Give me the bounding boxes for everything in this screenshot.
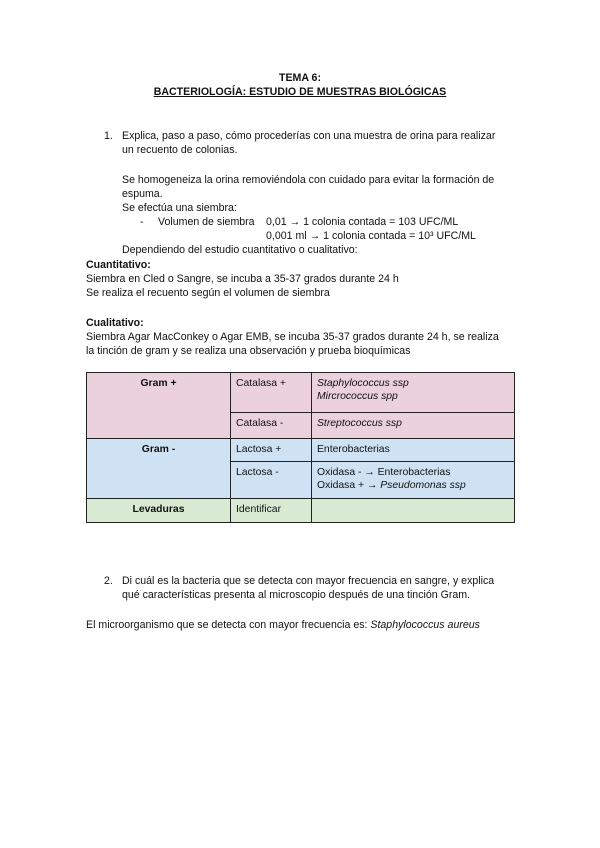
staphylococcus-text: Staphylococcus ssp	[317, 378, 409, 389]
answer-1-p2: Se efectúa una siembra:	[122, 202, 237, 214]
cuantitativo-heading: Cuantitativo:	[86, 259, 151, 271]
lactosa-negative-cell: Lactosa -	[231, 462, 312, 499]
lactosa-positive-cell: Lactosa +	[231, 439, 312, 462]
oxidasa-positive-prefix: Oxidasa + →	[317, 480, 381, 491]
cualitativo-line2: la tinción de gram y se realiza una observación y prueba bioquímicas	[86, 345, 411, 357]
gram-negative-cell: Gram -	[87, 439, 231, 499]
table-row	[87, 499, 515, 523]
question-2-number: 2.	[104, 575, 113, 587]
question-2-line1: Di cuál es la bacteria que se detecta con mayor frecuencia en sangre, y explica	[122, 575, 495, 587]
answer-2	[86, 619, 480, 632]
gram-classification-table	[86, 372, 515, 523]
streptococcus-cell: Streptococcus ssp	[312, 412, 515, 438]
answer-2-organism: Staphylococcus aureus	[370, 619, 480, 631]
table-row	[87, 373, 515, 413]
oxidasa-positive-line	[317, 479, 509, 492]
bullet-label: Volumen de siembra	[158, 216, 255, 228]
bullet-value-1: 0,01 → 1 colonia contada = 103 UFC/ML	[266, 216, 459, 228]
bullet-value-2: 0,001 ml → 1 colonia contada = 10³ UFC/ML	[266, 230, 476, 242]
cuantitativo-line1: Siembra en Cled o Sangre, se incuba a 35-37 grados durante 24 h	[86, 273, 399, 285]
micrococcus-text: Mircrococcus spp	[317, 391, 398, 402]
question-1-line1: Explica, paso a paso, cómo procederías con una muestra de orina para realizar	[122, 130, 496, 142]
answer-1-p3: Dependiendo del estudio cuantitativo o cualitativo:	[122, 244, 358, 256]
question-1-line2: un recuento de colonias.	[122, 144, 238, 156]
page-title-text: BACTERIOLOGÍA: ESTUDIO DE MUESTRAS BIOLÓGICAS	[153, 86, 447, 98]
staph-cell	[312, 373, 515, 413]
answer-1-p1-line2: espuma.	[122, 188, 163, 200]
table-row	[87, 439, 515, 462]
pseudomonas-text: Pseudomonas ssp	[380, 480, 466, 491]
empty-cell	[312, 499, 515, 523]
identificar-cell: Identificar	[231, 499, 312, 523]
question-1-number: 1.	[104, 130, 113, 142]
oxidasa-cell	[312, 462, 515, 499]
levaduras-cell: Levaduras	[87, 499, 231, 523]
gram-positive-cell: Gram +	[87, 373, 231, 439]
oxidasa-negative-text: Oxidasa - → Enterobacterias	[317, 467, 451, 478]
cualitativo-heading: Cualitativo:	[86, 317, 144, 329]
tema-heading: TEMA 6:	[279, 72, 321, 84]
cualitativo-line1: Siembra Agar MacConkey o Agar EMB, se incuba 35-37 grados durante 24 h, se realiza	[86, 331, 499, 343]
answer-1-p1-line1: Se homogeneiza la orina removiéndola con cuidado para evitar la formación de	[122, 174, 495, 186]
question-2-line2: qué características presenta al microscopio después de una tinción Gram.	[122, 589, 471, 601]
enterobacterias-cell: Enterobacterias	[312, 439, 515, 462]
catalasa-negative-cell: Catalasa -	[231, 412, 312, 438]
cuantitativo-line2: Se realiza el recuento según el volumen de siembra	[86, 287, 330, 299]
catalasa-positive-cell: Catalasa +	[231, 373, 312, 413]
answer-2-prefix: El microorganismo que se detecta con mayor frecuencia es:	[86, 619, 371, 631]
bullet-dash: -	[140, 216, 144, 228]
page-title	[0, 86, 600, 99]
